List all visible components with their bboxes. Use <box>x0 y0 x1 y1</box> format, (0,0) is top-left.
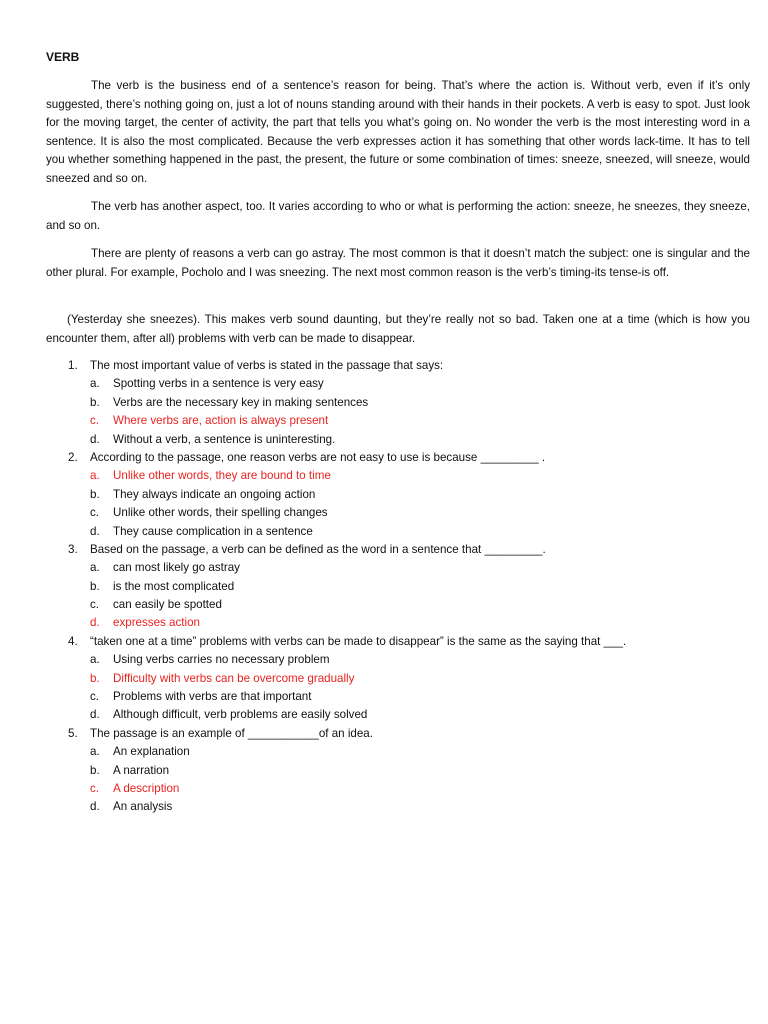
paragraph-4: (Yesterday she sneezes). This makes verb sound daunting, but they’re really not so bad. Taken one at a time (which is how you encounter them, after all) problems with verb can be made to disappear. <box>46 313 750 345</box>
answer-option <box>46 559 750 577</box>
option-letter: a. <box>90 561 100 575</box>
question-text: According to the passage, one reason verbs are not easy to use is because _________ . <box>90 450 546 464</box>
option-letter: a. <box>90 469 100 483</box>
question-item <box>46 357 750 449</box>
question-item <box>46 725 750 817</box>
option-letter: d. <box>90 616 100 630</box>
answer-option <box>46 651 750 669</box>
option-text: Where verbs are, action is always present <box>113 414 329 428</box>
option-text: Verbs are the necessary key in making sentences <box>113 395 369 409</box>
option-letter: d. <box>90 432 100 446</box>
option-text: An explanation <box>113 745 190 759</box>
option-text: Difficulty with verbs can be overcome gradually <box>113 671 355 685</box>
option-text: Spotting verbs in a sentence is very easy <box>113 377 324 391</box>
paragraph-3: There are plenty of reasons a verb can go astray. The most common is that it doesn’t match the subject: one is singular and the other plural. For example, Pocholo and I was sneezing. The next most common reason is the verb’s timing-its tense-is off. <box>46 247 750 279</box>
answer-option <box>46 762 750 780</box>
question-item <box>46 541 750 633</box>
option-letter: c. <box>90 781 100 795</box>
option-text: can most likely go astray <box>113 561 240 575</box>
option-text: Without a verb, a sentence is uninteresting. <box>113 432 336 446</box>
option-letter: b. <box>90 579 100 593</box>
option-text: Unlike other words, their spelling changes <box>113 506 328 520</box>
option-letter: c. <box>90 414 100 428</box>
option-letter: b. <box>90 671 100 685</box>
question-text: Based on the passage, a verb can be defined as the word in a sentence that _________. <box>90 542 546 556</box>
answer-option <box>46 486 750 504</box>
answer-option <box>46 375 750 393</box>
option-text: They cause complication in a sentence <box>113 524 313 538</box>
option-text: is the most complicated <box>113 579 235 593</box>
answer-option <box>46 394 750 412</box>
question-number: 4. <box>68 634 78 648</box>
answer-option-correct <box>46 467 750 485</box>
option-letter: c. <box>90 690 100 704</box>
option-text: expresses action <box>113 616 200 630</box>
question-list <box>46 357 750 817</box>
option-letter: c. <box>90 506 100 520</box>
option-letter: a. <box>90 745 100 759</box>
option-text: A narration <box>113 763 170 777</box>
paragraph-2: The verb has another aspect, too. It varies according to who or what is performing the action: sneeze, he sneezes, they sneeze, and so on. <box>46 200 750 232</box>
option-letter: d. <box>90 800 100 814</box>
question-item <box>46 633 750 725</box>
option-letter: d. <box>90 524 100 538</box>
answer-option <box>46 523 750 541</box>
option-letter: c. <box>90 598 100 612</box>
option-letter: b. <box>90 763 100 777</box>
question-line <box>46 633 750 651</box>
answer-option <box>46 688 750 706</box>
answer-option <box>46 596 750 614</box>
document-title: VERB <box>46 50 80 64</box>
option-text: A description <box>113 781 180 795</box>
option-text: They always indicate an ongoing action <box>113 487 316 501</box>
question-line <box>46 357 750 375</box>
answer-option <box>46 578 750 596</box>
option-text: Problems with verbs are that important <box>113 690 312 704</box>
question-number: 1. <box>68 359 78 372</box>
option-letter: a. <box>90 377 100 391</box>
question-number: 2. <box>68 450 78 464</box>
question-line <box>46 541 750 559</box>
option-text: Although difficult, verb problems are easily solved <box>113 708 368 722</box>
option-text: Using verbs carries no necessary problem <box>113 653 330 667</box>
option-text: Unlike other words, they are bound to time <box>113 469 331 483</box>
option-letter: a. <box>90 653 100 667</box>
option-text: An analysis <box>113 800 173 814</box>
question-number: 5. <box>68 726 78 740</box>
answer-option <box>46 798 750 816</box>
question-line <box>46 725 750 743</box>
answer-option-correct <box>46 614 750 632</box>
answer-option <box>46 431 750 449</box>
option-letter: b. <box>90 395 100 409</box>
answer-option <box>46 743 750 761</box>
question-text: “taken one at a time” problems with verbs can be made to disappear” is the same as the saying that ___. <box>90 634 627 648</box>
answer-option <box>46 504 750 522</box>
answer-option <box>46 706 750 724</box>
paragraph-1: The verb is the business end of a sentence’s reason for being. That’s where the action is. Without verb, even if it’s only suggested, there’s nothing going on, just a lot of nouns standing around with their hands in their pockets. A verb is easy to spot. Just look for the moving target, the center of activity, the part that tells you what’s going on. No wonder the verb is the most interesting word in a sentence. It is also the most complicated. Because the verb expresses action it has something that other words lack-time. It has to tell you whether something happened in the past, the present, the future or some combination of times: sneeze, sneezed, will sneeze, would sneezed and so on. <box>46 79 750 185</box>
question-line <box>46 449 750 467</box>
answer-option-correct <box>46 412 750 430</box>
option-letter: b. <box>90 487 100 501</box>
answer-option-correct <box>46 780 750 798</box>
question-item <box>46 449 750 541</box>
question-number: 3. <box>68 542 78 556</box>
answer-option-correct <box>46 670 750 688</box>
question-text: The most important value of verbs is stated in the passage that says: <box>90 359 444 372</box>
option-text: can easily be spotted <box>113 598 222 612</box>
question-text: The passage is an example of ___________of an idea. <box>90 726 373 740</box>
option-letter: d. <box>90 708 100 722</box>
